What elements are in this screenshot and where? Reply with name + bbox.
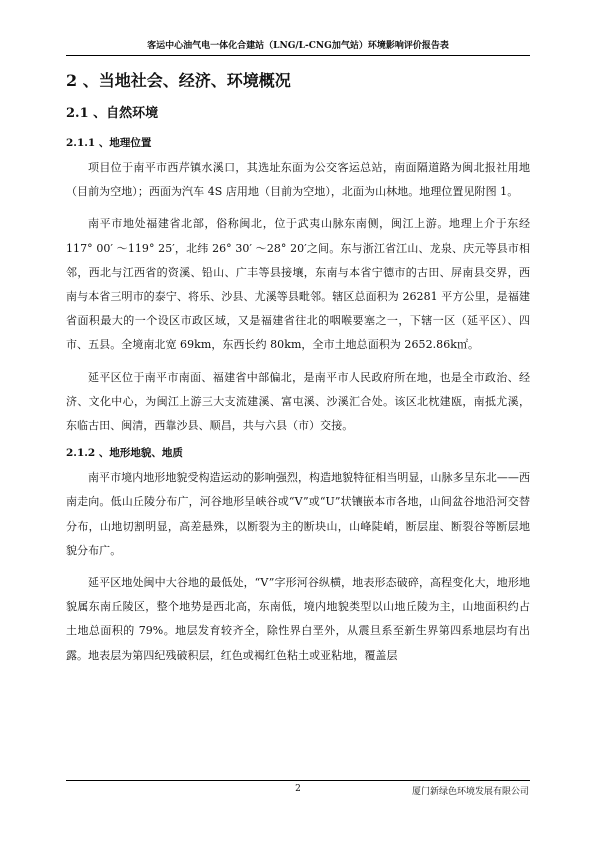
heading-terrain-geology: 2.1.2 、地形地貌、地质 <box>66 447 183 460</box>
page-number: 2 <box>295 784 301 794</box>
footer-company: 厦门新绿色环境发展有限公司 <box>411 787 529 797</box>
section-title: 2 、当地社会、经济、环境概况 <box>66 71 291 90</box>
footer-divider <box>66 780 530 781</box>
paragraph: 南平市境内地形地貌受构造运动的影响强烈，构造地貌特征相当明显，山脉多呈东北——西南走向。低山丘陵分布广，河谷地形呈峡谷或“V”或“U”状镶嵌本市各地，山间盆谷地沿河交替分布，山地切割明显，高差悬殊，以断裂为主的断块山，山峰陡峭，断层崖、断裂谷等断层地貌分布广。 <box>66 471 530 557</box>
paragraph: 项目位于南平市西芹镇水溪口，其选址东面为公交客运总站，南面隔道路为闽北报社用地（目前为空地）；西面为汽车 4S 店用地（目前为空地），北面为山林地。地理位置见附图 1。 <box>66 161 530 199</box>
paragraph: 延平区地处闽中大谷地的最低处，“V”字形河谷纵横，地表形态破碎，高程变化大，地形地貌属东南丘陵区，整个地势是西北高，东南低，境内地貌类型以山地丘陵为主，山地面积约占土地总面积的 79%。地层发育较齐全，除性界白垩外，从震旦系至新生界第四系地层均有出露。地表层为第四纪残破积层，红色或褐红色粘土或亚粘地，覆盖层 <box>66 576 530 662</box>
subsection-title: 2.1 、自然环境 <box>66 106 159 121</box>
heading-geographic-location: 2.1.1 、地理位置 <box>66 137 152 149</box>
paragraph: 南平市地处福建省北部，俗称闽北，位于武夷山脉东南侧，闽江上游。地理上介于东经 117° 00′ ～119° 25′，北纬 26° 30′ ～28° 20′之间。东与浙江省江山、龙泉、庆元等县市相邻，西北与江西省的资溪、铅山、广丰等县接壤，东南与本省宁德市的古田、屏南县交界，西南与本省三明市的泰宁、将乐、沙县、尤溪等县毗邻。辖区总面积为 26281 平方公里，是福建省面积最大的一个设区市政区域，又是福建省往北的咽喉要塞之一，下辖一区（延平区）、四市、五县。全境南北宽 69km，东西长约 80km，全市土地总面积为 2652.86k㎡。 <box>66 217 530 352</box>
document-body <box>66 56 530 668</box>
paragraph: 延平区位于南平市南面、福建省中部偏北，是南平市人民政府所在地，也是全市政治、经济、文化中心，为闽江上游三大支流建溪、富屯溪、沙溪汇合处。该区北枕建瓯，南抵尤溪，东临古田、闽清，西靠沙县、顺昌，共与六县（市）交接。 <box>66 370 530 433</box>
page-header: 客运中心油气电一体化合建站（LNG/L-CNG加气站）环境影响评价报告表 <box>66 38 530 56</box>
